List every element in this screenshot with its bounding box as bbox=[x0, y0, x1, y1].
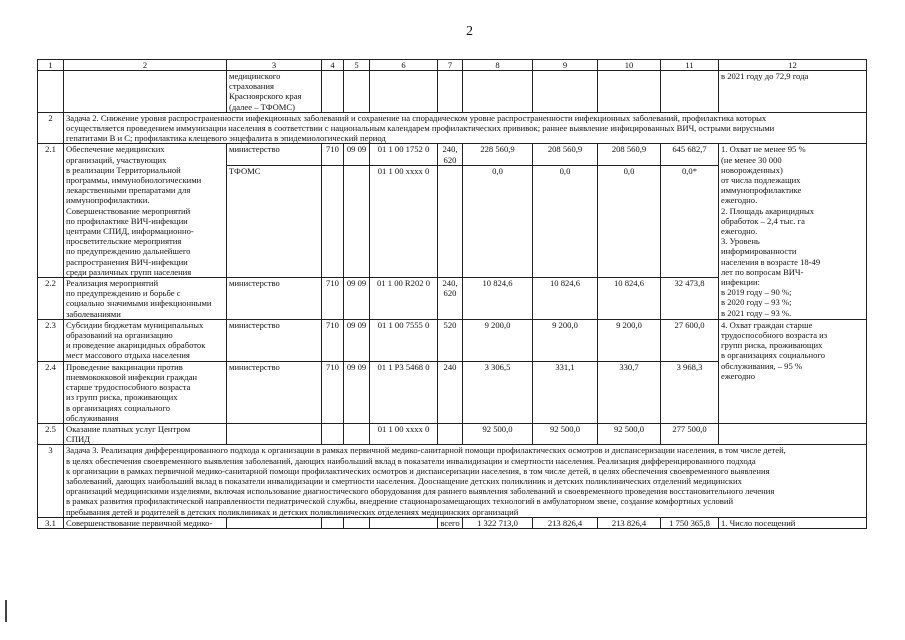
row-2-3-grbs: 710 bbox=[322, 319, 344, 361]
col-num-8: 8 bbox=[463, 60, 533, 71]
col-num-5: 5 bbox=[344, 60, 370, 71]
row-3-1-number: 3.1 bbox=[38, 517, 64, 528]
indicators-group-1: 1. Охват не менее 95 % (не менее 30 000 новорожденных) от числа подлежащих иммунопрофилактике ежегодно. 2. Площадь акарицидных обработок – 2,4 тыс. га ежегодно. 3. Уровень информированности населения в возрасте 18-49 лет по вопросам ВИЧ- инфекции: в 2019 году – 90 %; в 2020 году – 93 %; в 2021 году – 93 %. bbox=[719, 144, 867, 319]
page-number: 2 bbox=[466, 24, 473, 39]
row-2-2-2021: 10 824,6 bbox=[598, 278, 661, 320]
row-2-3-csr: 01 1 00 7555 0 bbox=[370, 319, 438, 361]
row-3-1-2020: 213 826,4 bbox=[533, 517, 598, 528]
row-2-5-total: 277 500,0 bbox=[661, 423, 719, 444]
row-2-3-2020: 9 200,0 bbox=[533, 319, 598, 361]
col-num-1: 1 bbox=[38, 60, 64, 71]
row-2-3-total: 27 600,0 bbox=[661, 319, 719, 361]
row-3-1-name: Совершенствование первичной медико- bbox=[64, 517, 227, 528]
task-2-text: Задача 2. Снижение уровня распространенности инфекционных заболеваний и сохранение на спорадическом уровне распространенности инфекционных заболеваний, профилактика которых осуществляется проведением иммунизации населения в соответствии с национальным календарем профилактических прививок; раннее выявление инфицированных ВИЧ, острыми вирусными гепатитами В и С; профилактика клещевого энцефалита в эпидемиологический период bbox=[64, 112, 867, 144]
row-2-2-number: 2.2 bbox=[38, 278, 64, 320]
row-2-3-section: 09 09 bbox=[344, 319, 370, 361]
row-2-2-vr: 240, 620 bbox=[438, 278, 463, 320]
continuation-indicator: в 2021 году до 72,9 года bbox=[719, 71, 867, 113]
row-2-2-section: 09 09 bbox=[344, 278, 370, 320]
row-2-4-2019: 3 306,5 bbox=[463, 361, 533, 423]
row-2-4-2021: 330,7 bbox=[598, 361, 661, 423]
row-2-5-2021: 92 500,0 bbox=[598, 423, 661, 444]
row-2-1b-2021: 0,0 bbox=[598, 165, 661, 277]
row-2-1-executor: министерство bbox=[227, 144, 322, 165]
task-3-text: Задача 3. Реализация дифференцированного подхода к организации в рамках первичной медико-санитарной помощи профилактических осмотров и диспансеризации населения, в том числе детей, в целях обеспечения своевременного выявления заболеваний, дающих наибольший вклад в показатели инвалидизации и смертности населения. Реализация дифференцированного подхода к организации в рамках первичной медико-санитарной помощи профилактических осмотров и диспансеризации населения, в том числе детей, в целях обеспечения своевременного выявления заболеваний, дающих наибольший вклад в показатели инвалидизации и смертности населения. Дооснащение детских поликлиник и детских поликлинических отделений медицинских организаций медицинскими изделиями, включая использование диагностического оборудования для раннего выявления заболеваний и своевременного проведения восстановительного лечения в рамках развития профилактической направленности педиатрической службы, внедрение стационарозамещающих технологий в амбулаторном звене, создание комфортных условий пребывания детей и родителей в детских поликлиниках и детских поликлинических отделениях медицинских организаций bbox=[64, 445, 867, 517]
row-2-3-executor: министерство bbox=[227, 319, 322, 361]
row-3-1-2019: 1 322 713,0 bbox=[463, 517, 533, 528]
col-num-7: 7 bbox=[438, 60, 463, 71]
scan-artifact-mark bbox=[5, 600, 7, 622]
task-3-row bbox=[38, 445, 867, 517]
row-2-5-csr: 01 1 00 xxxx 0 bbox=[370, 423, 438, 444]
row-2-1-csr: 01 1 00 1752 0 bbox=[370, 144, 438, 165]
row-2-3-name: Субсидии бюджетам муниципальных образований на организацию и проведение акарицидных обработок мест массового отдыха населения bbox=[64, 319, 227, 361]
col-num-4: 4 bbox=[322, 60, 344, 71]
row-2-4-number: 2.4 bbox=[38, 361, 64, 423]
row-2-3-2019: 9 200,0 bbox=[463, 319, 533, 361]
row-3-1-vr: всего bbox=[438, 517, 463, 528]
row-2-3-number: 2.3 bbox=[38, 319, 64, 361]
row-2-1 bbox=[38, 144, 867, 165]
row-2-1-number: 2.1 bbox=[38, 144, 64, 278]
row-2-1-section: 09 09 bbox=[344, 144, 370, 165]
row-2-1-2021: 208 560,9 bbox=[598, 144, 661, 165]
row-2-1b-2019: 0,0 bbox=[463, 165, 533, 277]
col-num-9: 9 bbox=[533, 60, 598, 71]
row-2-4-vr: 240 bbox=[438, 361, 463, 423]
continuation-row bbox=[38, 71, 867, 113]
row-3-1-total: 1 750 365,8 bbox=[661, 517, 719, 528]
col-num-11: 11 bbox=[661, 60, 719, 71]
row-2-1-total: 645 682,7 bbox=[661, 144, 719, 165]
row-2-4-2020: 331,1 bbox=[533, 361, 598, 423]
row-2-4-csr: 01 1 P3 5468 0 bbox=[370, 361, 438, 423]
col-num-6: 6 bbox=[370, 60, 438, 71]
row-2-1-2020: 208 560,9 bbox=[533, 144, 598, 165]
row-2-4-grbs: 710 bbox=[322, 361, 344, 423]
row-2-4-executor: министерство bbox=[227, 361, 322, 423]
row-2-5-number: 2.5 bbox=[38, 423, 64, 444]
continuation-executor: медицинского страхования Красноярского края (далее – ТФОМС) bbox=[227, 71, 322, 113]
row-2-2-2019: 10 824,6 bbox=[463, 278, 533, 320]
row-2-1b-csr: 01 1 00 xxxx 0 bbox=[370, 165, 438, 277]
col-num-12: 12 bbox=[719, 60, 867, 71]
row-2-1-2019: 228 560,9 bbox=[463, 144, 533, 165]
row-3-1-2021: 213 826,4 bbox=[598, 517, 661, 528]
row-3-1-indicator: 1. Число посещений bbox=[719, 517, 867, 528]
row-2-2-name: Реализация мероприятий по предупреждению и борьбе с социально значимыми инфекционными заболеваниями bbox=[64, 278, 227, 320]
row-2-3-vr: 520 bbox=[438, 319, 463, 361]
row-2-4-total: 3 968,3 bbox=[661, 361, 719, 423]
row-2-5-name: Оказание платных услуг Центром СПИД bbox=[64, 423, 227, 444]
row-2-3-2021: 9 200,0 bbox=[598, 319, 661, 361]
row-2-5-2020: 92 500,0 bbox=[533, 423, 598, 444]
col-num-3: 3 bbox=[227, 60, 322, 71]
task-2-number: 2 bbox=[38, 112, 64, 144]
row-2-5-2019: 92 500,0 bbox=[463, 423, 533, 444]
row-2-2-grbs: 710 bbox=[322, 278, 344, 320]
task-2-row bbox=[38, 112, 867, 144]
row-2-1b-2020: 0,0 bbox=[533, 165, 598, 277]
row-3-1 bbox=[38, 517, 867, 528]
row-2-3 bbox=[38, 319, 867, 361]
row-2-4-section: 09 09 bbox=[344, 361, 370, 423]
row-2-2-total: 32 473,8 bbox=[661, 278, 719, 320]
row-2-2-executor: министерство bbox=[227, 278, 322, 320]
task-3-number: 3 bbox=[38, 445, 64, 517]
row-2-5 bbox=[38, 423, 867, 444]
column-number-row bbox=[38, 60, 867, 71]
row-2-1b-total: 0,0* bbox=[661, 165, 719, 277]
indicators-group-2: 4. Охват граждан старше трудоспособного возраста из групп риска, проживающих в организациях социального обслуживания, – 95 % ежегодно bbox=[719, 319, 867, 423]
row-2-1-grbs: 710 bbox=[322, 144, 344, 165]
row-2-2-csr: 01 1 00 R202 0 bbox=[370, 278, 438, 320]
row-2-1-name: Обеспечение медицинских организаций, участвующих в реализации Территориальной программы, иммунобиологическими лекарственными препаратами для иммунопрофилактики. Совершенствование мероприятий по профилактике ВИЧ-инфекции центрами СПИД, информационно- просветительские мероприятия по предупреждению дальнейшего распространения ВИЧ-инфекции среди различных групп населения bbox=[64, 144, 227, 278]
row-2-1-vr: 240, 620 bbox=[438, 144, 463, 165]
col-num-10: 10 bbox=[598, 60, 661, 71]
row-2-4-name: Проведение вакцинации против пневмококковой инфекции граждан старше трудоспособного возраста из групп риска, проживающих в организациях социального обслуживания bbox=[64, 361, 227, 423]
row-2-2-2020: 10 824,6 bbox=[533, 278, 598, 320]
row-2-1b-executor: ТФОМС bbox=[227, 165, 322, 277]
program-table bbox=[37, 59, 867, 529]
col-num-2: 2 bbox=[64, 60, 227, 71]
